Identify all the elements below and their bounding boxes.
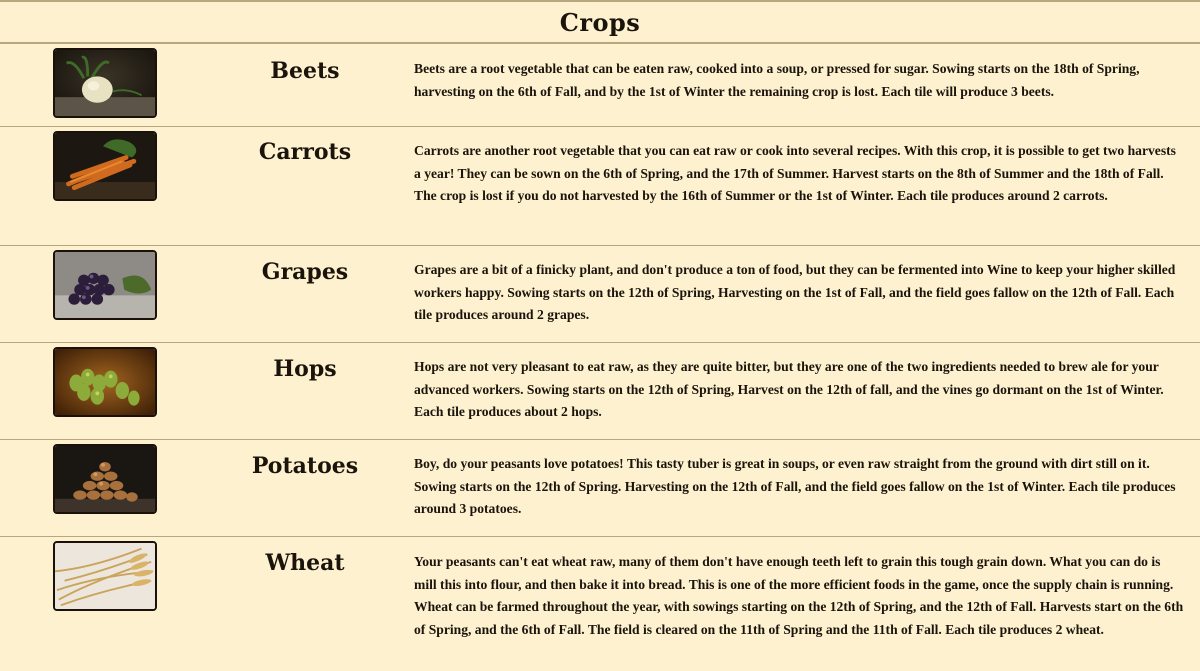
beets-image xyxy=(53,48,157,118)
crop-row-wheat xyxy=(0,537,1200,671)
crop-description-wheat: Your peasants can't eat wheat raw, many of them don't have enough teeth left to grain this tough grain down. What you can do is mill this into flour, and then bake it into bread. This is one of the more efficient foods in the game, once the supply chain is running. Wheat can be farmed throughout the year, with sowings starting on the 12th of Spring, and the 12th of Fall. Harvests start on the 6th of Spring, and the 6th of Fall. The field is cleared on the 11th of Spring and the 11th of Fall. Each tile produces 2 wheat. xyxy=(414,554,1184,637)
crop-row-beets xyxy=(0,44,1200,127)
crop-name-carrots: Carrots xyxy=(258,139,352,165)
crop-row-hops xyxy=(0,343,1200,440)
crop-row-potatoes xyxy=(0,440,1200,537)
crop-description-grapes: Grapes are a bit of a finicky plant, and don't produce a ton of food, but they can be fermented into Wine to keep your higher skilled workers happy. Sowing starts on the 12th of Spring, Harvesting on the 1st of Fall, and the field goes fallow on the 12th of Fall. Each tile produces around 2 grapes. xyxy=(414,262,1176,322)
crop-description-hops: Hops are not very pleasant to eat raw, as they are quite bitter, but they are one of the two ingredients needed to brew ale for your advanced workers. Sowing starts on the 12th of Spring, Harvest on the 12th of fall, and the vines go dormant on the 1st of Winter. Each tile produces about 2 hops. xyxy=(414,359,1164,419)
crop-name-potatoes: Potatoes xyxy=(251,453,359,479)
grapes-image xyxy=(53,250,157,320)
crop-description-carrots: Carrots are another root vegetable that you can eat raw or cook into several recipes. With this crop, it is possible to get two harvests a year! They can be sown on the 6th of Spring, and the 17th of Summer. Harvest starts on the 8th of Summer and the 18th of Fall. The crop is lost if you do not harvested by the 16th of Summer or the 1st of Winter. Each tile produces around 2 carrots. xyxy=(414,143,1176,203)
hops-image xyxy=(53,347,157,417)
crop-row-grapes xyxy=(0,246,1200,343)
title-row xyxy=(0,0,1200,44)
crop-name-beets: Beets xyxy=(270,58,340,84)
page-title: Crops xyxy=(559,7,641,37)
crop-name-grapes: Grapes xyxy=(261,259,349,285)
crop-name-wheat: Wheat xyxy=(265,550,345,576)
crop-row-carrots xyxy=(0,127,1200,246)
potatoes-image xyxy=(53,444,157,514)
wheat-image xyxy=(53,541,157,611)
crop-name-hops: Hops xyxy=(273,356,337,382)
carrots-image xyxy=(53,131,157,201)
crop-description-beets: Beets are a root vegetable that can be eaten raw, cooked into a soup, or pressed for sugar. Sowing starts on the 18th of Spring, harvesting on the 6th of Fall, and by the 1st of Winter the remaining crop is lost. Each tile will produce 3 beets. xyxy=(414,61,1140,99)
crop-description-potatoes: Boy, do your peasants love potatoes! This tasty tuber is great in soups, or even raw straight from the ground with dirt still on it. Sowing starts on the 12th of Spring. Harvesting on the 12th of Fall, and the field goes fallow on the 1st of Winter. Each tile produces around 3 potatoes. xyxy=(414,456,1176,516)
